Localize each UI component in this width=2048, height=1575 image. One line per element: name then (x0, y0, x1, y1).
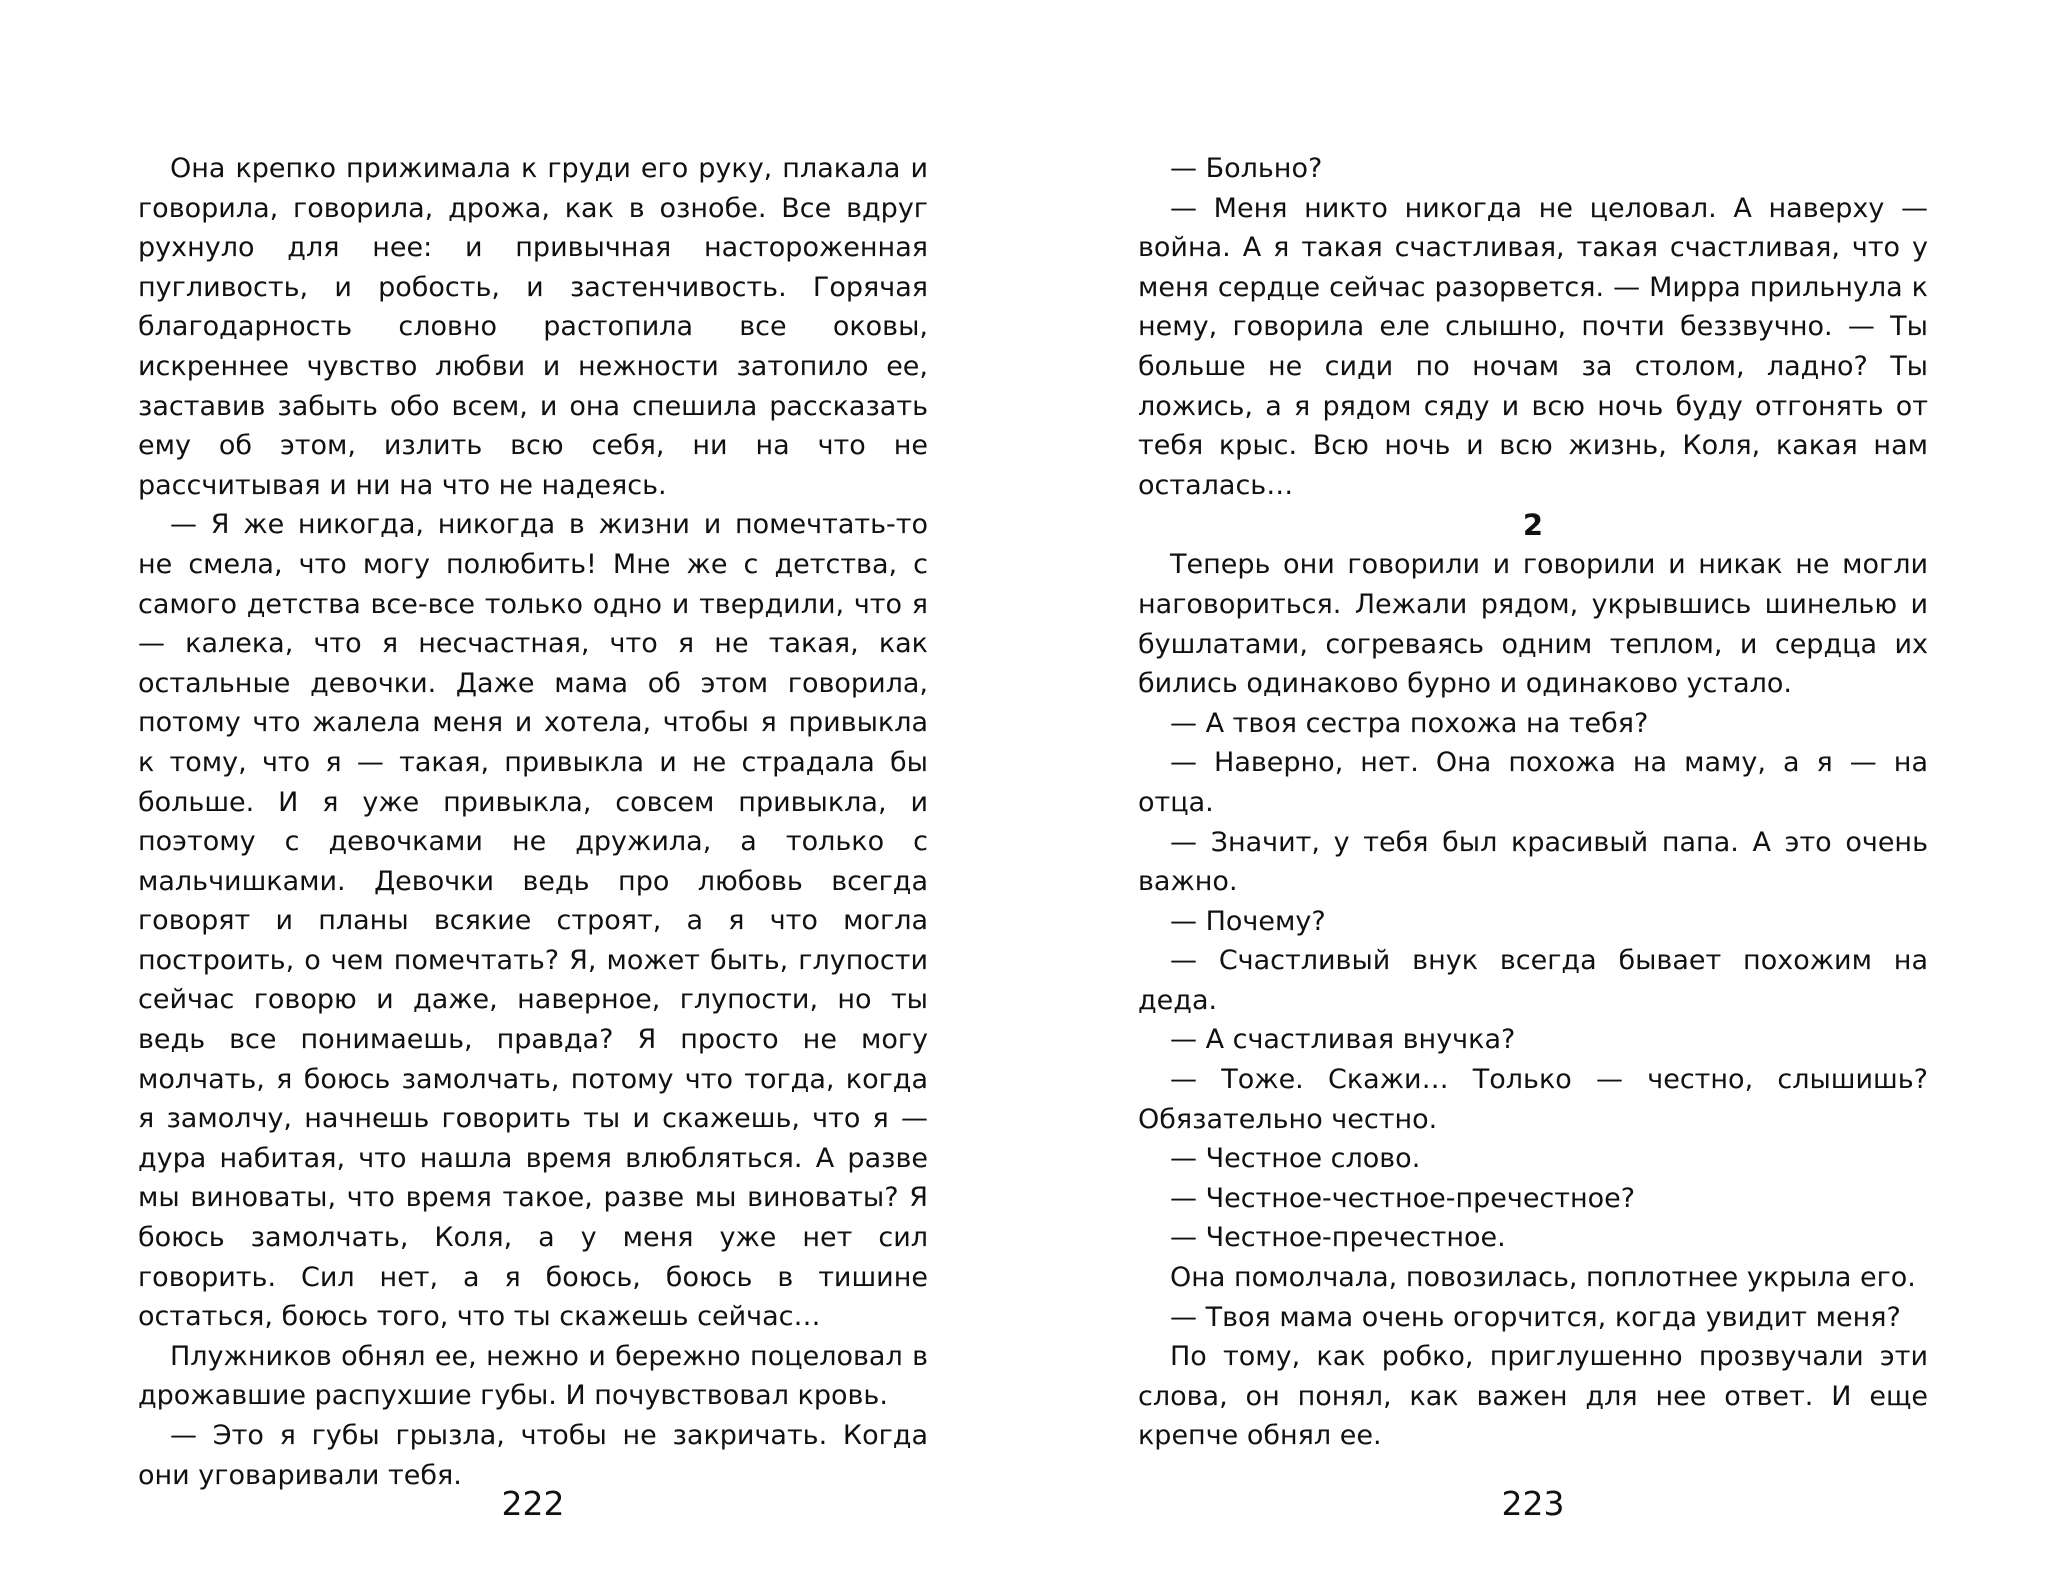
paragraph: — Это я губы грызла, чтобы не закричать. Когда они уговаривали тебя. (138, 1420, 928, 1491)
paragraph: — Значит, у тебя был красивый папа. А это очень важно. (1138, 826, 1928, 898)
paragraph: Она крепко прижимала к груди его руку, плакала и говорила, говорила, дрожа, как в ознобе. Все вдруг рухнуло для нее: и привычная настороженная пугливость, и робость, и застенчивость. Горячая благодарность словно растопила все оковы, искреннее чувство любви и нежности затопило ее, заставив забыть обо всем, и она спешила рассказать ему об этом, излить всю себя, ни на что не рассчитывая и ни на что не надеясь. (138, 153, 928, 501)
paragraph: — А счастливая внучка? (1170, 1024, 1516, 1056)
page-number-right: 223 (1501, 1484, 1565, 1523)
right-page (1138, 0, 1928, 1575)
paragraph: — Тоже. Скажи… Только — честно, слышишь? Обязательно честно. (1138, 1064, 1928, 1135)
paragraph: По тому, как робко, приглушенно прозвучали эти слова, он понял, как важен для нее ответ. И еще крепче обнял ее. (1138, 1341, 1928, 1452)
chapter-number: 2 (1522, 508, 1544, 543)
paragraph: — Честное-пречестное. (1170, 1222, 1506, 1254)
paragraph: — Счастливый внук всегда бывает похожим на деда. (1138, 945, 1928, 1016)
paragraph: Теперь они говорили и говорили и никак не могли наговориться. Лежали рядом, укрывшись шинелью и бушлатами, согреваясь одним теплом, и сердца их бились одинаково бурно и одинаково устало. (1138, 549, 1928, 700)
paragraph: — Больно? (1170, 153, 1323, 184)
paragraph: — Честное-честное-пречестное? (1170, 1182, 1636, 1214)
paragraph: — А твоя сестра похожа на тебя? (1170, 707, 1649, 739)
page-number-left: 222 (501, 1484, 565, 1523)
right-page-text (1138, 149, 1928, 1456)
paragraph: — Честное слово. (1170, 1143, 1421, 1175)
paragraph: Плужников обнял ее, нежно и бережно поцеловал в дрожавшие распухшие губы. И почувствовал кровь. (138, 1340, 928, 1412)
paragraph: — Я же никогда, никогда в жизни и помечтать-то не смела, что могу полюбить! Мне же с детства, с самого детства все-все только одно и твердили, что я — калека, что я несчастная, что я не такая, как остальные девочки. Даже мама об этом говорила, потому что жалела меня и хотела, чтобы я привыкла к тому, что я — такая, привыкла и не страдала бы больше. И я уже привыкла, совсем привыкла, и поэтому с девочками не дружила, а только с мальчишками. Девочки ведь про любовь всегда говорят и планы всякие строят, а я что могла построить, о чем помечтать? Я, может быть, глупости сейчас говорю и даже, наверное, глупости, но ты ведь все понимаешь, правда? Я просто не могу молчать, я боюсь замолчать, потому что тогда, когда я замолчу, начнешь говорить ты и скажешь, что я — дура набитая, что нашла время влюбляться. А разве мы виноваты, что время такое, разве мы виноваты? Я боюсь замолчать, Коля, а у меня уже нет сил говорить. Сил нет, а я боюсь, боюсь в тишине остаться, боюсь того, что ты скажешь сейчас… (138, 509, 928, 1333)
paragraph: — Меня никто никогда не целовал. А наверху — война. А я такая счастливая, такая счастливая, что у меня сердце сейчас разорвется. — Мирра прильнула к нему, говорила еле слышно, почти беззвучно. — Ты больше не сиди по ночам за столом, ладно? Ты ложись, а я рядом сяду и всю ночь буду отгонять от тебя крыс. Всю ночь и всю жизнь, Коля, какая нам осталась… (1138, 192, 1928, 501)
paragraph: Она помолчала, повозилась, поплотнее укрыла его. (1170, 1262, 1916, 1294)
paragraph: — Твоя мама очень огорчится, когда увидит меня? (1170, 1301, 1901, 1333)
paragraph: — Наверно, нет. Она похожа на маму, а я — на отца. (1138, 747, 1928, 818)
left-page-text (138, 149, 928, 1495)
paragraph: — Почему? (1170, 905, 1326, 937)
left-page (138, 0, 928, 1575)
